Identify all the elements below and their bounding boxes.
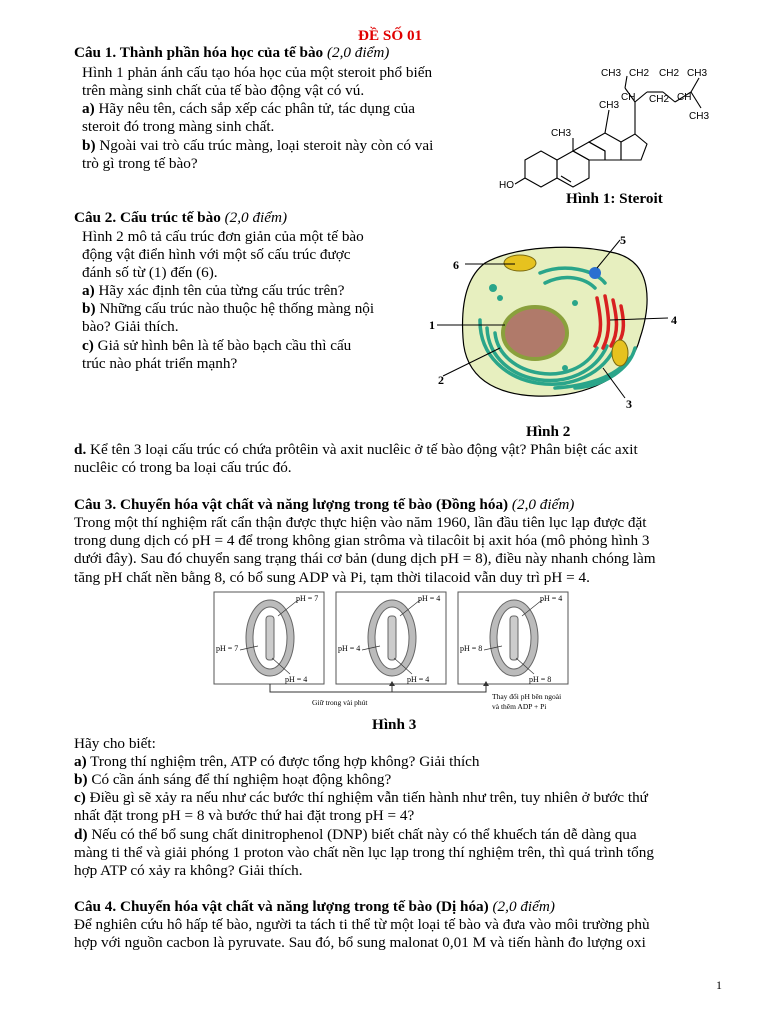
arrow-label: Thay đổi pH bên ngoài — [492, 692, 562, 701]
steroid-label: CH2 — [659, 68, 680, 79]
ph-label: pH = 8 — [529, 675, 552, 684]
q2-d: d. Kể tên 3 loại cấu trúc có chứa prôtêin và axit nuclêic ở tế bào động vật? Phân biệt các axit — [74, 441, 638, 458]
cell-number: 5 — [620, 233, 626, 247]
q2-a: a) Hãy xác định tên của từng cấu trúc trên? — [82, 282, 345, 299]
q1-heading — [74, 44, 389, 62]
q3-line: Trong một thí nghiệm rất cẩn thận được thực hiện vào năm 1960, lần đầu tiên lục lạp được đặt — [74, 514, 647, 531]
steroid-label: CH — [677, 92, 692, 103]
steroid-label: CH2 — [629, 68, 650, 79]
q2-c: c) Giả sử hình bên là tế bào bạch cầu thì cấu — [82, 337, 352, 354]
page-number: 1 — [716, 978, 722, 992]
doc-title: ĐỀ SỐ 01 — [358, 27, 423, 44]
q4-title: Câu 4. Chuyển hóa vật chất và năng lượng trong tế bào (Dị hóa) — [74, 898, 489, 915]
q1-b-cont: trò gì trong tế bào? — [82, 155, 198, 172]
ph-label: pH = 7 — [216, 644, 239, 653]
q2-line: Hình 2 mô tả cấu trúc đơn giản của một tế bào — [82, 228, 364, 245]
steroid-label: CH — [621, 92, 636, 103]
steroid-label: CH3 — [689, 111, 710, 122]
figure2-caption: Hình 2 — [526, 423, 571, 440]
ph-label: pH = 4 — [285, 675, 308, 684]
q2-points: (2,0 điểm) — [224, 209, 288, 226]
q1-a: a) Hãy nêu tên, cách sắp xếp các phân tử, tác dụng của — [82, 100, 415, 117]
q1-title: Câu 1. Thành phần hóa học của tế bào — [74, 44, 324, 61]
q2-heading — [74, 209, 287, 227]
q1-b: b) Ngoài vai trò cấu trúc màng, loại steroit này còn có vai — [82, 137, 434, 154]
q1-points: (2,0 điểm) — [326, 44, 390, 61]
steroid-label: CH3 — [601, 68, 622, 79]
q3-heading — [74, 496, 574, 514]
q1-line: trên màng sinh chất của tế bào động vật có vú. — [82, 82, 365, 99]
cell-number: 2 — [438, 373, 444, 387]
q2-b-cont: bào? Giải thích. — [82, 318, 179, 335]
cell-number: 6 — [453, 258, 459, 272]
q3-d-cont: màng ti thể và giải phóng 1 proton vào chất nền lục lạp trong thí nghiệm trên, thì quá trình tổng — [74, 844, 654, 861]
ph-label: pH = 4 — [418, 594, 441, 603]
q3-ask: Hãy cho biết: — [74, 735, 156, 752]
ph-label: pH = 4 — [338, 644, 361, 653]
steroid-label: CH3 — [599, 100, 620, 111]
q3-d-cont: hợp ATP có xảy ra không? Giải thích. — [74, 862, 303, 879]
cell-number: 3 — [626, 397, 632, 411]
steroid-label: CH3 — [687, 68, 708, 79]
ph-label: pH = 7 — [296, 594, 319, 603]
q4-line: Để nghiên cứu hô hấp tế bào, người ta tách ti thể từ một loại tế bào và đưa vào môi trường phù — [74, 916, 650, 933]
steroid-label: CH2 — [649, 94, 670, 105]
q3-d: d) Nếu có thể bổ sung chất dinitrophenol (DNP) biết chất này có thể khuếch tán dễ dàng qua — [74, 826, 637, 843]
q2-title: Câu 2. Cấu trúc tế bào — [74, 209, 221, 226]
q3-c: c) Điều gì sẽ xảy ra nếu như các bước thí nghiệm vẫn tiến hành như trên, tuy nhiên ở bước thứ — [74, 789, 648, 806]
q3-title: Câu 3. Chuyển hóa vật chất và năng lượng trong tế bào (Đồng hóa) — [74, 496, 509, 513]
q1-a-cont: steroit đó trong màng sinh chất. — [82, 118, 275, 135]
q3-line: trong dung dịch có pH = 4 để trong không gian strôma và tilacôit bị axit hóa (mô phỏng hình 3 — [74, 532, 650, 549]
steroid-structure-diagram — [495, 62, 725, 192]
ph-label: pH = 4 — [540, 594, 563, 603]
q3-c-cont: nhất đặt trong pH = 8 và bước thứ hai đặt trong pH = 4? — [74, 807, 415, 824]
animal-cell-diagram — [425, 228, 695, 418]
q4-line: hợp với nguồn cacbon là pyruvate. Sau đó, bổ sung malonat 0,01 M và tiến hành đo lượng oxi — [74, 934, 646, 951]
arrow-label: và thêm ADP + Pi — [492, 702, 547, 711]
steroid-label: CH3 — [551, 128, 572, 139]
figure3-caption: Hình 3 — [372, 716, 417, 733]
q1-line: Hình 1 phản ánh cấu tạo hóa học của một steroit phổ biến — [82, 64, 433, 81]
ph-label: pH = 8 — [460, 644, 483, 653]
q3-line: tăng pH chất nền bằng 8, có bổ sung ADP và Pi, tạm thời tilacoid vẫn duy trì pH = 4. — [74, 569, 590, 586]
cell-number: 1 — [429, 318, 435, 332]
q3-points: (2,0 điểm) — [511, 496, 575, 513]
arrow-label: Giữ trong vài phút — [312, 698, 368, 707]
q2-d-cont: nuclêic có trong ba loại cấu trúc đó. — [74, 459, 292, 476]
q3-line: dưới đây). Sau đó chuyển sang trạng thái cơ bản (dung dịch pH = 8), điều này nhanh chóng làm — [74, 550, 656, 567]
steroid-label: HO — [499, 180, 514, 191]
q2-c-cont: trúc nào phát triển mạnh? — [82, 355, 238, 372]
q3-a: a) Trong thí nghiệm trên, ATP có được tổng hợp không? Giải thích — [74, 753, 480, 770]
q2-line: đánh số từ (1) đến (6). — [82, 264, 218, 281]
figure1-caption: Hình 1: Steroit — [566, 190, 663, 207]
q3-b: b) Có cần ánh sáng để thí nghiệm hoạt động không? — [74, 771, 392, 788]
cell-number: 4 — [671, 313, 677, 327]
ph-label: pH = 4 — [407, 675, 430, 684]
q4-points: (2,0 điểm) — [492, 898, 555, 915]
q2-line: động vật điển hình với một số cấu trúc được — [82, 246, 351, 263]
q2-b: b) Những cấu trúc nào thuộc hệ thống màng nội — [82, 300, 375, 317]
q4-heading — [74, 898, 555, 916]
